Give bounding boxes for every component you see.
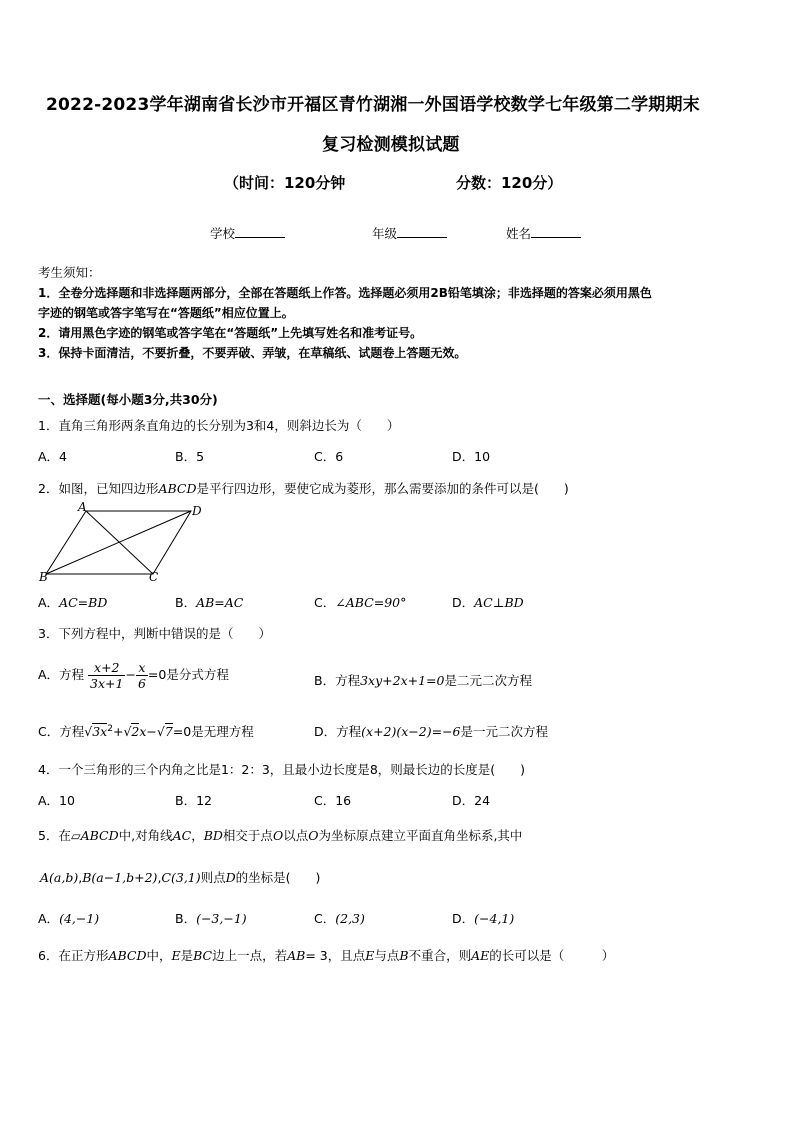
q5-mid2: 相交于点 xyxy=(222,828,273,843)
q3-option-d-expr: (x+2)(x−2)=−6 xyxy=(361,724,461,739)
q5-mid3: 以点 xyxy=(283,828,309,843)
q5-option-d-letter: D． xyxy=(452,911,475,926)
section-heading: 一、选择题(每小题3分,共30分) xyxy=(38,392,218,407)
grade-field xyxy=(372,224,447,242)
q6-stem xyxy=(38,946,614,964)
q3-sqrt-3: √7 xyxy=(156,724,173,739)
q5-option-c-letter: C． xyxy=(314,911,336,926)
q3-fraction-1-den: 3x+1 xyxy=(90,676,124,691)
q5-option-b-expr: (−3,−1) xyxy=(196,911,247,926)
q2-option-a-letter: A． xyxy=(38,595,60,610)
q3-option-c-plus: + xyxy=(112,724,124,739)
q3-sqrt-1-radicand: 3x xyxy=(92,724,108,739)
q3-fraction-2 xyxy=(136,660,148,691)
q3-option-b xyxy=(314,671,532,689)
q2-stem-pre: 2．如图，已知四边形 xyxy=(38,481,159,496)
parallelogram-figure xyxy=(36,502,206,582)
q5-option-a-expr: (4,−1) xyxy=(59,911,100,926)
notice-block xyxy=(38,263,652,363)
q3-option-d xyxy=(314,722,548,740)
q2-option-a-expr: AC=BD xyxy=(59,595,108,610)
q5-bd: BD xyxy=(203,828,223,843)
exam-time: （时间：120分钟 xyxy=(224,174,346,192)
q3-option-d-pre: D．方程 xyxy=(314,724,362,739)
q3-option-b-expr: 3xy+2x+1=0 xyxy=(360,673,445,688)
q2-option-b xyxy=(175,593,243,611)
q5-post: 为坐标原点建立平面直角坐标系,其中 xyxy=(318,828,523,843)
q2-option-a xyxy=(38,593,107,611)
q3-option-b-post: 是二元二次方程 xyxy=(444,673,532,688)
q2-stem-var: ABCD xyxy=(158,481,197,496)
q2-option-c xyxy=(314,593,406,611)
q3-fraction-2-den: 6 xyxy=(137,676,146,691)
vertex-label-b: B xyxy=(39,570,48,582)
name-label: 姓名 xyxy=(506,226,532,241)
q1-option-a: A．4 xyxy=(38,449,68,464)
q5-option-d xyxy=(452,909,514,927)
exam-title-line2: 复习检测模拟试题 xyxy=(322,135,460,155)
diagonal-bd xyxy=(46,511,191,574)
q1-stem: 1．直角三角形两条直角边的长分别为3和4，则斜边长为（ ） xyxy=(38,418,400,433)
q6-p1: 6．在正方形 xyxy=(38,948,109,963)
q5-point-a: A(a,b) xyxy=(40,870,79,885)
q6-v3: BC xyxy=(193,948,213,963)
grade-blank xyxy=(397,226,447,238)
q5-option-a-letter: A． xyxy=(38,911,60,926)
q3-sqrt-2: √2 xyxy=(123,724,140,739)
q5-o2: O xyxy=(308,828,319,843)
q6-v7: AE xyxy=(471,948,490,963)
q2-option-c-expr: ∠ABC=90° xyxy=(335,595,407,610)
vertex-label-d: D xyxy=(192,504,202,518)
q2-stem-post: 是平行四边形，要使它成为菱形，那么需要添加的条件可以是( ) xyxy=(196,481,569,496)
notice-item-1: 1．全卷分选择题和非选择题两部分，全部在答题纸上作答。选择题必须用2B铅笔填涂；非选择题的答案必须用黑色 xyxy=(38,286,652,300)
notice-heading: 考生须知： xyxy=(38,265,101,280)
q3-fraction-2-num: x xyxy=(136,660,148,676)
q3-option-a-post: =0是分式方程 xyxy=(147,667,229,682)
q6-p6: 与点 xyxy=(374,948,400,963)
q6-v5: E xyxy=(365,948,375,963)
q3-option-c-x: x− xyxy=(139,724,157,739)
q3-option-c: C．方程$√3x^2+√2x-√7=0$是无理方程 xyxy=(38,723,254,739)
q3-fraction-1 xyxy=(88,660,125,691)
q2-option-b-expr: AB=AC xyxy=(196,595,244,610)
q5-point-b: B(a−1,b+2) xyxy=(82,870,158,885)
q1-option-d: D．10 xyxy=(452,449,491,464)
q5-line2-mid: 则点 xyxy=(200,870,226,885)
grade-label: 年级 xyxy=(372,226,398,241)
q3-sqrt-2-radicand: 2 xyxy=(131,724,140,739)
school-blank xyxy=(235,226,285,238)
q5-point-d: D xyxy=(225,870,236,885)
q5-option-d-expr: (−4,1) xyxy=(474,911,515,926)
q5-option-b-letter: B． xyxy=(175,911,197,926)
name-blank xyxy=(531,226,581,238)
q6-p2: 中， xyxy=(146,948,172,963)
q3-stem: 3．下列方程中，判断中错误的是（ ） xyxy=(38,626,271,641)
q2-option-d-letter: D． xyxy=(452,595,475,610)
q5-pre: 5．在 xyxy=(38,828,71,843)
q5-option-b xyxy=(175,909,247,927)
q5-stem-line2: A(a,b),B(a−1,b+2),C(3,1)则点D的坐标是( ) xyxy=(40,870,321,885)
q4-option-a: A．10 xyxy=(38,793,75,808)
q5-mid: 中,对角线 xyxy=(118,828,173,843)
q2-stem xyxy=(38,479,569,497)
q6-p7: 不重合，则 xyxy=(408,948,472,963)
q3-option-b-pre: B．方程 xyxy=(314,673,361,688)
q3-sqrt-3-radicand: 7 xyxy=(164,724,173,739)
vertex-label-c: C xyxy=(149,570,159,582)
q5-line2-post: 的坐标是( ) xyxy=(235,870,321,885)
school-field xyxy=(210,224,285,242)
q5-o: O xyxy=(272,828,284,843)
q5-option-c xyxy=(314,909,365,927)
notice-item-3: 3．保持卡面清洁，不要折叠，不要弄破、弄皱，在草稿纸、试题卷上答题无效。 xyxy=(38,346,467,360)
q3-option-d-post: 是一元二次方程 xyxy=(460,724,549,739)
q3-option-c-post: =0是无理方程 xyxy=(172,724,254,739)
q2-option-d xyxy=(452,593,524,611)
q3-option-c-pre: C．方程 xyxy=(38,724,85,739)
q6-v6: B xyxy=(399,948,409,963)
q6-p5: = 3，且点 xyxy=(305,948,366,963)
q2-option-d-expr: AC⊥BD xyxy=(474,595,524,610)
q1-option-c: C．6 xyxy=(314,449,344,464)
name-field xyxy=(506,224,581,242)
q5-stem-line1: 5．在▱ABCD中,对角线AC，BD相交于点O以点O为坐标原点建立平面直角坐标系,其中 xyxy=(38,828,523,843)
q3-fraction-1-num: x+2 xyxy=(88,660,125,676)
school-label: 学校 xyxy=(210,226,236,241)
exam-score: 分数：120分） xyxy=(456,174,563,192)
q4-option-c: C．16 xyxy=(314,793,352,808)
q5-option-a xyxy=(38,909,99,927)
vertex-label-a: A xyxy=(78,502,87,514)
q6-v2: E xyxy=(171,948,181,963)
q6-p3: 是 xyxy=(180,948,194,963)
q6-p4: 边上一点，若 xyxy=(212,948,288,963)
exam-title-line1: 2022-2023学年湖南省长沙市开福区青竹湖湘一外国语学校数学七年级第二学期期末 xyxy=(46,95,700,115)
q4-option-b: B．12 xyxy=(175,793,212,808)
q5-point-c: C(3,1) xyxy=(161,870,201,885)
q1-option-b: B．5 xyxy=(175,449,205,464)
q3-option-a-pre: A．方程 xyxy=(38,667,85,682)
q2-option-c-letter: C． xyxy=(314,595,336,610)
q5-option-c-expr: (2,3) xyxy=(335,911,365,926)
q6-v4: AB xyxy=(287,948,306,963)
q4-option-d: D．24 xyxy=(452,793,491,808)
notice-item-2: 2．请用黑色字迹的钢笔或答字笔在“答题纸”上先填写姓名和准考证号。 xyxy=(38,326,423,340)
q6-p8: 的长可以是（ ） xyxy=(489,948,615,963)
q2-option-b-letter: B． xyxy=(175,595,197,610)
q3-option-a: A．方程 $\frac{x+2}{3x+1}$ − $\frac{x}{6}$ =0是分式方程 xyxy=(38,660,229,691)
q3-sqrt-1: √3x xyxy=(84,724,108,739)
notice-item-1-cont: 字迹的钢笔或答字笔写在“答题纸”相应位置上。 xyxy=(38,306,294,320)
q5-ac: AC xyxy=(172,828,192,843)
q6-v1: ABCD xyxy=(108,948,147,963)
q5-parallelogram: ▱ABCD xyxy=(70,828,119,843)
q4-stem: 4．一个三角形的三个内角之比是1：2：3，且最小边长度是8，则最长边的长度是( ) xyxy=(38,762,526,777)
